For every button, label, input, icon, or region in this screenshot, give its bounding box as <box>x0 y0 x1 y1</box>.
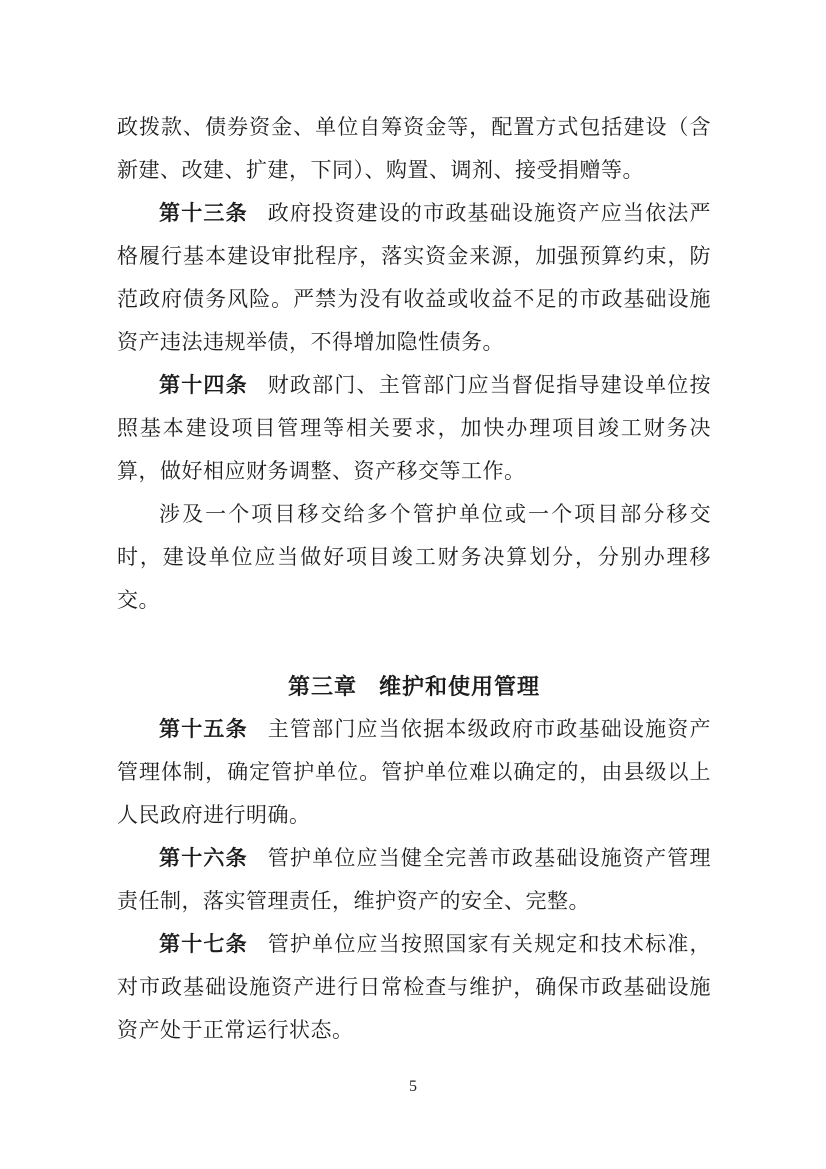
article-number-label: 第十七条 <box>159 933 248 956</box>
article-number-label: 第十六条 <box>159 847 248 870</box>
paragraph <box>117 364 711 493</box>
page-number: 5 <box>409 1078 417 1095</box>
paragraph-text: 管护单位应当按照国家有关规定和技术标准，对市政基础设施资产进行日常检查与维护，确保市政基础设施资产处于正常运行状态。 <box>117 932 712 1042</box>
chapter-heading <box>117 665 711 708</box>
paragraph <box>117 923 711 1052</box>
paragraph-text: 政拨款、债券资金、单位自筹资金等，配置方式包括建设（含新建、改建、扩建，下同）、购置、调剂、接受捐赠等。 <box>117 115 711 182</box>
paragraph-text: 政府投资建设的市政基础设施资产应当依法严格履行基本建设审批程序，落实资金来源，加强预算约束，防范政府债务风险。严禁为没有收益或收益不足的市政基础设施资产违法违规举债，不得增加隐性债务。 <box>117 201 712 354</box>
document-content <box>117 106 711 1052</box>
article-number-label: 第十五条 <box>159 718 248 741</box>
paragraph <box>117 106 711 192</box>
chapter-number: 第三章 <box>287 674 357 699</box>
paragraph-text: 主管部门应当依据本级政府市政基础设施资产管理体制，确定管护单位。管护单位难以确定的，由县级以上人民政府进行明确。 <box>117 717 712 827</box>
article-number-label: 第十三条 <box>159 202 248 225</box>
paragraph <box>117 837 711 923</box>
page-footer <box>0 1076 826 1098</box>
paragraph-text: 财政部门、主管部门应当督促指导建设单位按照基本建设项目管理等相关要求，加快办理项目竣工财务决算，做好相应财务调整、资产移交等工作。 <box>117 373 712 483</box>
article-number-label: 第十四条 <box>159 374 248 397</box>
paragraph <box>117 493 711 622</box>
chapter-title: 维护和使用管理 <box>379 674 541 699</box>
paragraph-text: 涉及一个项目移交给多个管护单位或一个项目部分移交时，建设单位应当做好项目竣工财务决算划分，分别办理移交。 <box>117 502 711 612</box>
paragraph-text: 管护单位应当健全完善市政基础设施资产管理责任制，落实管理责任，维护资产的安全、完整。 <box>117 846 712 913</box>
paragraph <box>117 192 711 364</box>
paragraph <box>117 708 711 837</box>
